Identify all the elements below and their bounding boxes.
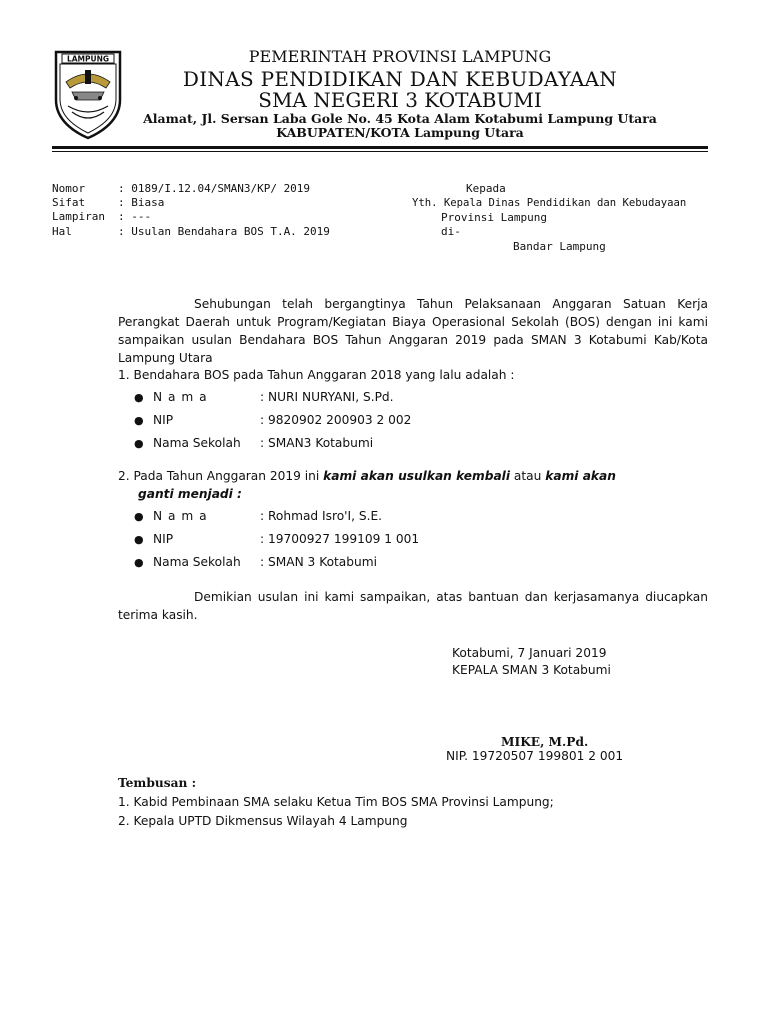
hal-label: Hal <box>52 225 72 238</box>
recipient-yth: Yth. Kepala Dinas Pendidikan dan Kebudayaan <box>412 197 687 209</box>
nomor-label: Nomor <box>52 182 86 195</box>
intro-paragraph: Sehubungan telah bergangtinya Tahun Pelaksanaan Anggaran Satuan Kerja Perangkat Daerah untuk Program/Kegiatan Biaya Operasional Sekolah (BOS) dengan ini kami sampaikan usulan Bendahara BOS Tahun Anggaran 2019 pada SMAN 3 Kotabumi Kab/Kota Lampung Utara <box>118 297 708 365</box>
closing-paragraph: Demikian usulan ini kami sampaikan, atas bantuan dan kerjasamanya diucapkan terima kasih. <box>118 590 708 622</box>
item2-school-label: Nama Sekolah <box>153 555 241 569</box>
recipient-provinsi: Provinsi Lampung <box>441 211 547 224</box>
department-name: DINAS PENDIDIKAN DAN KEBUDAYAAN <box>182 67 618 91</box>
lampiran-value: : --- <box>118 210 152 223</box>
bullet-icon: ● <box>134 437 144 450</box>
item1-name-value: : NURI NURYANI, S.Pd. <box>260 390 394 404</box>
item2-heading-emphasis-replace: kami akan <box>545 469 616 483</box>
item1-heading: 1. Bendahara BOS pada Tahun Anggaran 2018 yang lalu adalah : <box>118 368 515 382</box>
svg-text:LAMPUNG: LAMPUNG <box>66 54 110 64</box>
item1-nip-value: : 9820902 200903 2 002 <box>260 413 412 427</box>
item2-nip-label: NIP <box>153 532 174 546</box>
letterhead-rule-thick <box>52 146 708 149</box>
item2-name-label: N a m a <box>153 509 208 523</box>
school-address: Alamat, Jl. Sersan Laba Gole No. 45 Kota Alam Kotabumi Lampung Utara <box>143 111 657 126</box>
item2-heading-continuation: ganti menjadi : <box>138 487 242 501</box>
bullet-icon: ● <box>134 556 144 569</box>
bullet-icon: ● <box>134 391 144 404</box>
place-date: Kotabumi, 7 Januari 2019 <box>452 646 607 660</box>
item2-school-value: : SMAN 3 Kotabumi <box>260 555 377 569</box>
signer-nip: NIP. 19720507 199801 2 001 <box>446 749 624 763</box>
recipient-kepada: Kepada <box>466 182 506 195</box>
school-name: SMA NEGERI 3 KOTABUMI <box>258 88 542 112</box>
bullet-icon: ● <box>134 510 144 523</box>
recipient-city: Bandar Lampung <box>513 240 606 253</box>
item2-heading-text: 2. Pada Tahun Anggaran 2019 ini <box>118 469 324 483</box>
item2-name-value: : Rohmad Isro'I, S.E. <box>260 509 383 523</box>
hal-value: : Usulan Bendahara BOS T.A. 2019 <box>118 225 330 238</box>
school-region: KABUPATEN/KOTA Lampung Utara <box>276 125 524 140</box>
government-name: PEMERINTAH PROVINSI LAMPUNG <box>248 47 552 66</box>
item1-nip-label: NIP <box>153 413 174 427</box>
item1-school-label: Nama Sekolah <box>153 436 241 450</box>
item2-nip-value: : 19700927 199109 1 001 <box>260 532 420 546</box>
bullet-icon: ● <box>134 533 144 546</box>
nomor-value: : 0189/I.12.04/SMAN3/KP/ 2019 <box>118 182 311 195</box>
lampung-emblem-icon <box>52 48 124 140</box>
lampiran-label: Lampiran <box>52 210 105 223</box>
item2-heading <box>118 469 708 483</box>
sifat-value: : Biasa <box>118 196 165 209</box>
tembusan-item: 2. Kepala UPTD Dikmensus Wilayah 4 Lampung <box>118 814 408 828</box>
item2-heading-or: atau <box>510 469 546 483</box>
bullet-icon: ● <box>134 414 144 427</box>
item1-school-value: : SMAN3 Kotabumi <box>260 436 374 450</box>
signer-position: KEPALA SMAN 3 Kotabumi <box>452 663 611 677</box>
tembusan-label: Tembusan : <box>118 776 197 790</box>
recipient-di: di- <box>441 225 461 238</box>
letterhead-rule-thin <box>52 151 708 152</box>
tembusan-item: 1. Kabid Pembinaan SMA selaku Ketua Tim BOS SMA Provinsi Lampung; <box>118 795 554 809</box>
item2-heading-emphasis-keep: kami akan usulkan kembali <box>323 469 511 483</box>
sifat-label: Sifat <box>52 196 86 209</box>
item1-name-label: N a m a <box>153 390 208 404</box>
signer-name: MIKE, M.Pd. <box>501 735 589 749</box>
